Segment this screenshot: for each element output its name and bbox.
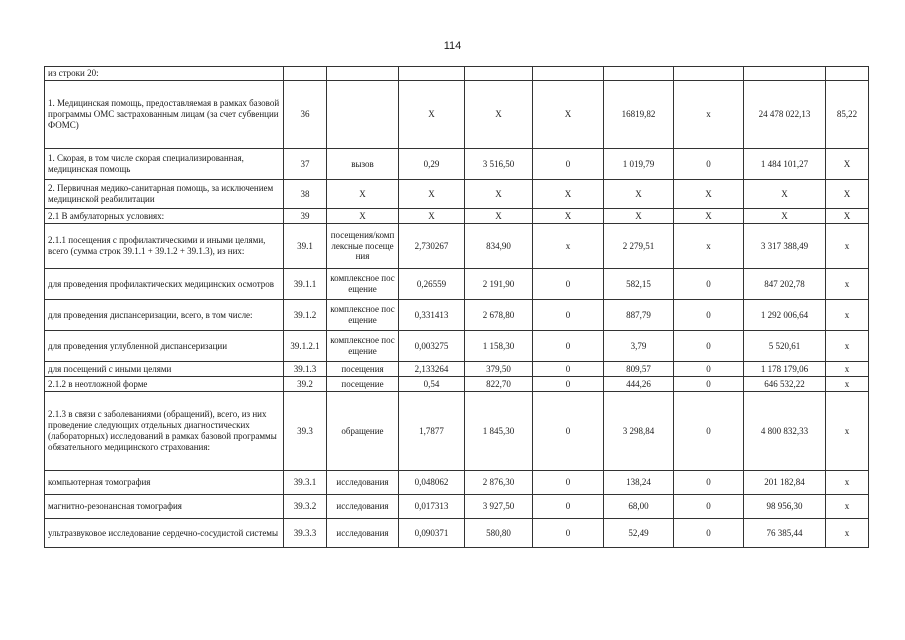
row-name: компьютерная томография: [45, 471, 284, 495]
row-col-6: 98 956,30: [744, 495, 826, 519]
row-col-2: 3 927,50: [465, 495, 533, 519]
row-col-3: 0: [533, 300, 604, 331]
row-name: 1. Скорая, в том числе скорая специализированная, медицинская помощь: [45, 149, 284, 180]
row-code: 39.1.1: [284, 269, 327, 300]
row-code: 36: [284, 81, 327, 149]
row-col-7: X: [826, 180, 869, 209]
row-code: 39.1.3: [284, 362, 327, 377]
row-col-4: X: [604, 209, 674, 224]
row-col-6: 1 484 101,27: [744, 149, 826, 180]
row-unit: исследования: [327, 495, 399, 519]
row-col-6: X: [744, 209, 826, 224]
row-name: 2. Первичная медико-санитарная помощь, за исключением медицинской реабилитации: [45, 180, 284, 209]
row-col-6: 76 385,44: [744, 519, 826, 548]
row-col-7: 85,22: [826, 81, 869, 149]
row-code: 39.2: [284, 377, 327, 392]
row-unit: посещения: [327, 362, 399, 377]
row-col-4: 3 298,84: [604, 392, 674, 471]
row-code: 39.3.2: [284, 495, 327, 519]
row-col-7: X: [826, 149, 869, 180]
table-row: [45, 300, 869, 331]
row-col-7: x: [826, 495, 869, 519]
row-col-3: X: [533, 180, 604, 209]
row-col-1: 0,331413: [399, 300, 465, 331]
row-col-1: X: [399, 180, 465, 209]
row-code: 39: [284, 209, 327, 224]
row-name: 2.1.1 посещения с профилактическими и иными целями, всего (сумма строк 39.1.1 + 39.1.2 + 39.1.3), из них:: [45, 224, 284, 269]
row-col-5: [674, 67, 744, 81]
row-col-2: X: [465, 209, 533, 224]
row-col-5: x: [674, 81, 744, 149]
row-name: 2.1.2 в неотложной форме: [45, 377, 284, 392]
row-col-7: x: [826, 392, 869, 471]
row-col-6: 4 800 832,33: [744, 392, 826, 471]
row-col-7: x: [826, 331, 869, 362]
row-col-1: [399, 67, 465, 81]
row-unit: исследования: [327, 519, 399, 548]
row-col-2: X: [465, 81, 533, 149]
row-unit: [327, 67, 399, 81]
row-name: 1. Медицинская помощь, предоставляемая в рамках базовой программы ОМС застрахованным лицам (за счет субвенции ФОМС): [45, 81, 284, 149]
row-col-3: 0: [533, 392, 604, 471]
row-col-7: x: [826, 377, 869, 392]
row-col-1: 0,048062: [399, 471, 465, 495]
table-row: [45, 331, 869, 362]
row-col-4: 2 279,51: [604, 224, 674, 269]
row-unit: посещение: [327, 377, 399, 392]
table-row: [45, 180, 869, 209]
row-col-3: 0: [533, 331, 604, 362]
row-col-7: x: [826, 224, 869, 269]
row-col-3: 0: [533, 269, 604, 300]
table-row: [45, 209, 869, 224]
row-col-3: 0: [533, 495, 604, 519]
row-code: 39.1.2: [284, 300, 327, 331]
row-col-4: 68,00: [604, 495, 674, 519]
row-col-1: 2,730267: [399, 224, 465, 269]
row-col-6: 24 478 022,13: [744, 81, 826, 149]
row-unit: X: [327, 209, 399, 224]
row-col-2: 580,80: [465, 519, 533, 548]
row-col-1: X: [399, 209, 465, 224]
row-code: 38: [284, 180, 327, 209]
row-col-3: X: [533, 81, 604, 149]
row-col-1: 0,003275: [399, 331, 465, 362]
row-col-2: 379,50: [465, 362, 533, 377]
row-name: для проведения углубленной диспансеризации: [45, 331, 284, 362]
row-col-5: x: [674, 224, 744, 269]
row-col-2: 834,90: [465, 224, 533, 269]
row-col-3: 0: [533, 362, 604, 377]
table-row: [45, 495, 869, 519]
row-col-5: 0: [674, 495, 744, 519]
row-col-5: 0: [674, 362, 744, 377]
row-col-4: 444,26: [604, 377, 674, 392]
row-col-2: 2 876,30: [465, 471, 533, 495]
row-unit: исследования: [327, 471, 399, 495]
row-name: ультразвуковое исследование сердечно-сосудистой системы: [45, 519, 284, 548]
row-col-1: 1,7877: [399, 392, 465, 471]
row-col-6: 201 182,84: [744, 471, 826, 495]
row-col-3: X: [533, 209, 604, 224]
row-name: 2.1.3 в связи с заболеваниями (обращений), всего, из них проведение следующих отдельных диагностических (лабораторных) исследований в рамках базовой программы обязательного медицинского страхования:: [45, 392, 284, 471]
row-col-1: 0,26559: [399, 269, 465, 300]
row-col-3: 0: [533, 519, 604, 548]
row-unit: X: [327, 180, 399, 209]
row-col-4: 582,15: [604, 269, 674, 300]
row-unit: [327, 81, 399, 149]
row-col-5: 0: [674, 471, 744, 495]
row-col-4: 809,57: [604, 362, 674, 377]
row-col-3: 0: [533, 471, 604, 495]
row-col-4: [604, 67, 674, 81]
row-code: 39.1.2.1: [284, 331, 327, 362]
row-col-1: 0,54: [399, 377, 465, 392]
row-col-1: 2,133264: [399, 362, 465, 377]
row-col-6: 847 202,78: [744, 269, 826, 300]
page-number: 114: [443, 40, 462, 52]
row-col-4: X: [604, 180, 674, 209]
row-col-7: x: [826, 269, 869, 300]
table-row: [45, 392, 869, 471]
table-row: [45, 67, 869, 81]
row-col-3: 0: [533, 377, 604, 392]
row-col-6: 646 532,22: [744, 377, 826, 392]
row-name: для посещений с иными целями: [45, 362, 284, 377]
row-unit: посещения/комплексные посещения: [327, 224, 399, 269]
row-col-6: 1 178 179,06: [744, 362, 826, 377]
financing-table: [44, 66, 869, 548]
row-col-5: 0: [674, 519, 744, 548]
row-unit: комплексное посещение: [327, 331, 399, 362]
row-col-5: X: [674, 180, 744, 209]
row-col-5: 0: [674, 300, 744, 331]
table-row: [45, 519, 869, 548]
row-col-1: 0,017313: [399, 495, 465, 519]
row-col-5: 0: [674, 269, 744, 300]
row-name: из строки 20:: [45, 67, 284, 81]
row-col-4: 138,24: [604, 471, 674, 495]
row-col-3: [533, 67, 604, 81]
row-unit: обращение: [327, 392, 399, 471]
row-code: 37: [284, 149, 327, 180]
table-row: [45, 224, 869, 269]
row-col-5: X: [674, 209, 744, 224]
row-col-3: 0: [533, 149, 604, 180]
row-name: для проведения профилактических медицинских осмотров: [45, 269, 284, 300]
row-col-6: X: [744, 180, 826, 209]
table-row: [45, 81, 869, 149]
row-code: 39.1: [284, 224, 327, 269]
row-col-7: x: [826, 471, 869, 495]
row-col-5: 0: [674, 392, 744, 471]
row-code: 39.3.1: [284, 471, 327, 495]
row-col-1: 0,29: [399, 149, 465, 180]
row-col-7: X: [826, 209, 869, 224]
row-col-2: 1 845,30: [465, 392, 533, 471]
row-col-2: 1 158,30: [465, 331, 533, 362]
row-unit: комплексное посещение: [327, 300, 399, 331]
row-col-2: 2 678,80: [465, 300, 533, 331]
table-row: [45, 269, 869, 300]
row-col-4: 887,79: [604, 300, 674, 331]
row-code: 39.3: [284, 392, 327, 471]
row-name: для проведения диспансеризации, всего, в том числе:: [45, 300, 284, 331]
row-col-2: 822,70: [465, 377, 533, 392]
row-col-1: X: [399, 81, 465, 149]
row-col-4: 1 019,79: [604, 149, 674, 180]
row-name: магнитно-резонансная томография: [45, 495, 284, 519]
row-name: 2.1 В амбулаторных условиях:: [45, 209, 284, 224]
row-col-1: 0,090371: [399, 519, 465, 548]
row-unit: комплексное посещение: [327, 269, 399, 300]
row-col-5: 0: [674, 149, 744, 180]
row-col-2: [465, 67, 533, 81]
row-col-6: [744, 67, 826, 81]
row-code: 39.3.3: [284, 519, 327, 548]
row-col-4: 16819,82: [604, 81, 674, 149]
row-col-2: 3 516,50: [465, 149, 533, 180]
row-col-7: x: [826, 300, 869, 331]
row-col-5: 0: [674, 331, 744, 362]
row-col-4: 52,49: [604, 519, 674, 548]
row-col-6: 5 520,61: [744, 331, 826, 362]
row-col-7: [826, 67, 869, 81]
row-col-6: 1 292 006,64: [744, 300, 826, 331]
row-code: [284, 67, 327, 81]
table-row: [45, 377, 869, 392]
row-col-2: 2 191,90: [465, 269, 533, 300]
row-col-2: X: [465, 180, 533, 209]
row-col-5: 0: [674, 377, 744, 392]
table-row: [45, 471, 869, 495]
row-col-3: x: [533, 224, 604, 269]
row-col-4: 3,79: [604, 331, 674, 362]
table-row: [45, 149, 869, 180]
row-col-6: 3 317 388,49: [744, 224, 826, 269]
row-unit: вызов: [327, 149, 399, 180]
table-row: [45, 362, 869, 377]
row-col-7: x: [826, 362, 869, 377]
row-col-7: x: [826, 519, 869, 548]
